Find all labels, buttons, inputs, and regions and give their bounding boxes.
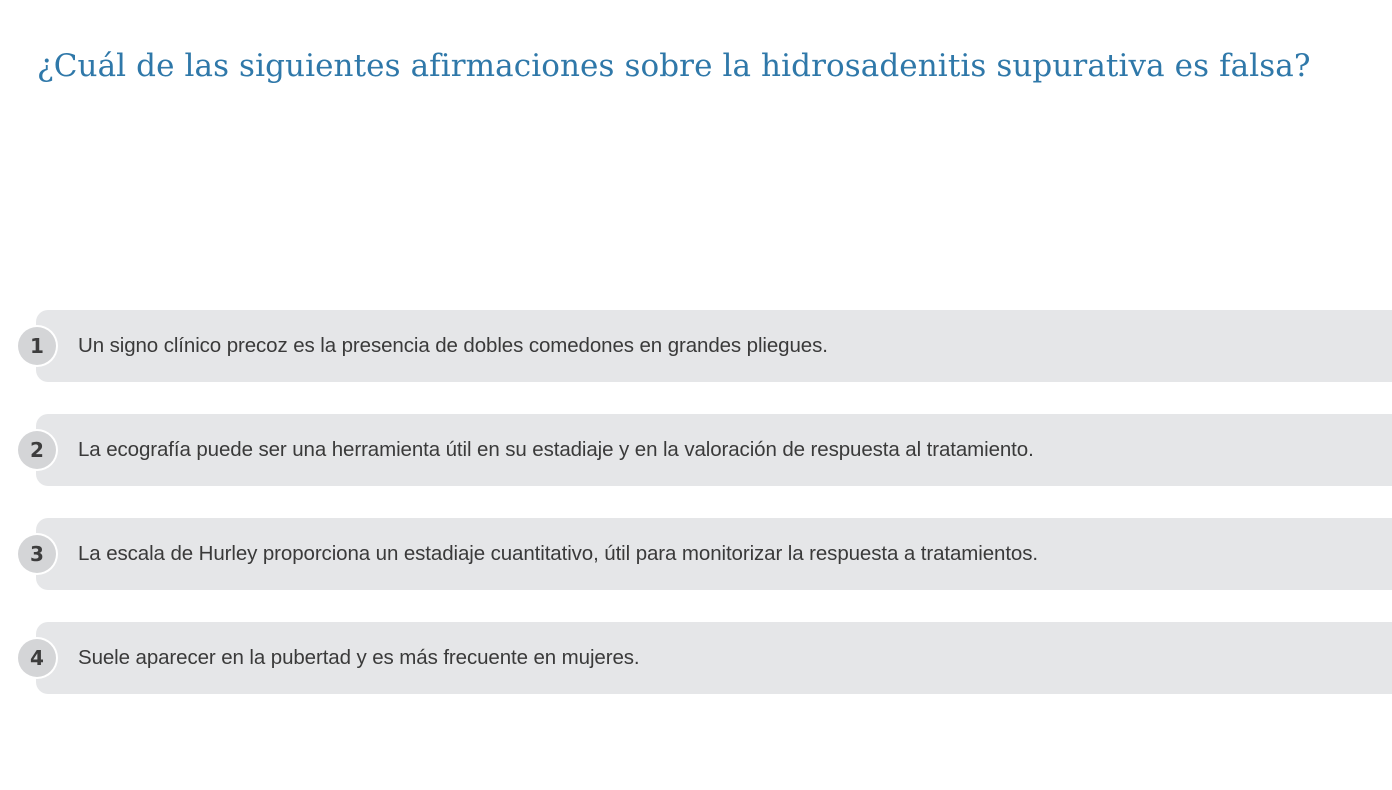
answer-option-3[interactable]	[30, 518, 1392, 590]
option-number-badge: 3	[18, 535, 56, 573]
answer-option-1[interactable]	[30, 310, 1392, 382]
answer-option-4[interactable]	[30, 622, 1392, 694]
option-number-badge: 2	[18, 431, 56, 469]
option-number-badge: 1	[18, 327, 56, 365]
option-text: Suele aparecer en la pubertad y es más frecuente en mujeres.	[78, 646, 640, 669]
option-text: La escala de Hurley proporciona un estadiaje cuantitativo, útil para monitorizar la respuesta a tratamientos.	[78, 542, 1038, 565]
option-text: La ecografía puede ser una herramienta útil en su estadiaje y en la valoración de respuesta al tratamiento.	[78, 438, 1034, 461]
question-title: ¿Cuál de las siguientes afirmaciones sobre la hidrosadenitis supurativa es falsa?	[37, 48, 1311, 84]
option-number-badge: 4	[18, 639, 56, 677]
option-text: Un signo clínico precoz es la presencia de dobles comedones en grandes pliegues.	[78, 334, 828, 357]
answer-option-2[interactable]	[30, 414, 1392, 486]
